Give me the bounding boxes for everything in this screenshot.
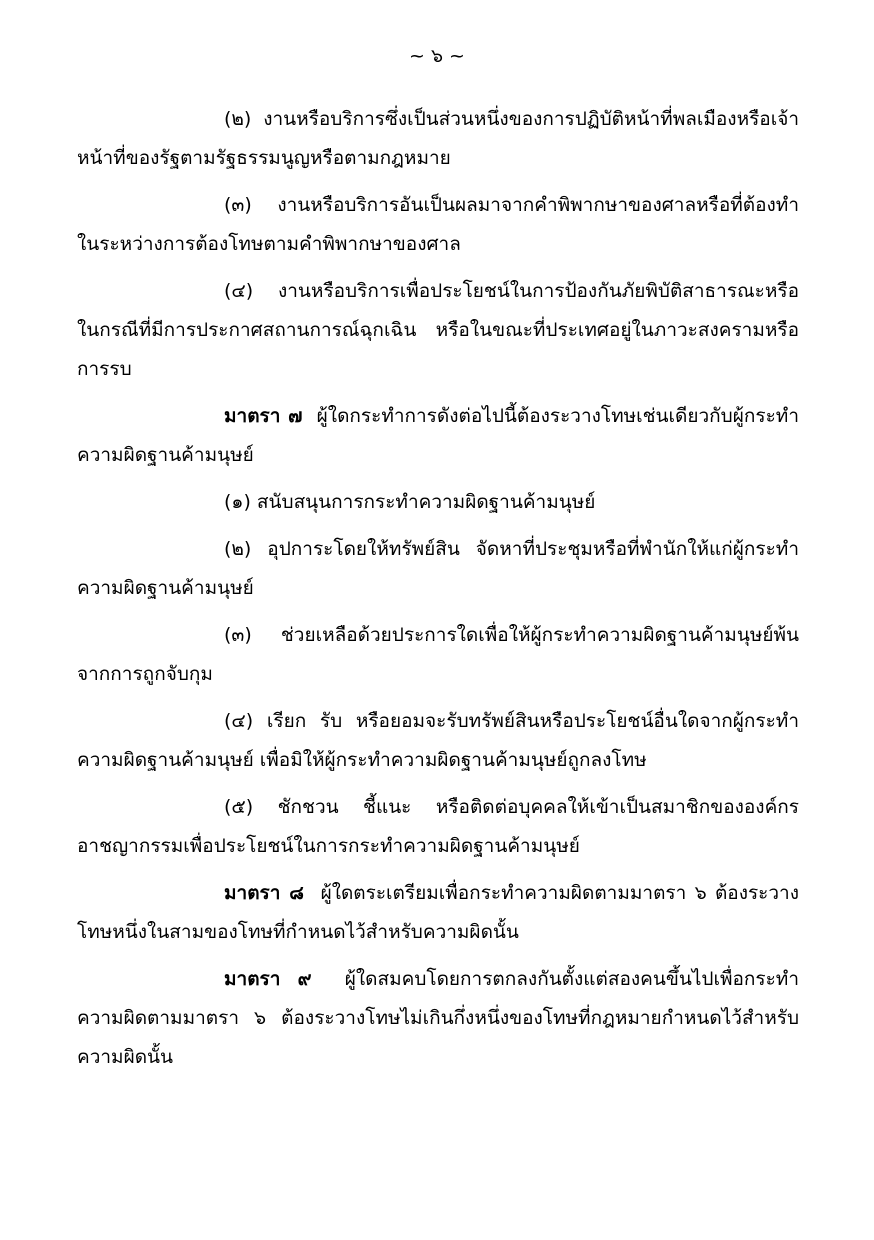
document-body: [77, 100, 799, 1085]
paragraph-text: (๕) ชักชวน ชี้แนะ หรือติดต่อบุคคลให้เข้าเป็นสมาชิกขององค์กรอาชญากรรมเพื่อประโยชน์ในการกระทำความผิดฐานค้ามนุษย์: [77, 796, 799, 857]
clause-paragraph: [77, 186, 799, 264]
paragraph-text: (๔) เรียก รับ หรือยอมจะรับทรัพย์สินหรือประโยชน์อื่นใดจากผู้กระทำความผิดฐานค้ามนุษย์ เพื่อมิให้ผู้กระทำความผิดฐานค้ามนุษย์ถูกลงโทษ: [77, 710, 799, 771]
paragraph-text: (๓) งานหรือบริการอันเป็นผลมาจากคำพิพากษาของศาลหรือที่ต้องทำในระหว่างการต้องโทษตามคำพิพากษาของศาล: [77, 194, 799, 255]
paragraph-text: (๔) งานหรือบริการเพื่อประโยชน์ในการป้องกันภัยพิบัติสาธารณะหรือในกรณีที่มีการประกาศสถานการณ์ฉุกเฉิน หรือในขณะที่ประเทศอยู่ในภาวะสงครามหรือการรบ: [77, 280, 799, 380]
section-label: มาตรา ๗: [224, 405, 303, 427]
section-paragraph: [77, 960, 799, 1077]
paragraph-text: (๒) อุปการะโดยให้ทรัพย์สิน จัดหาที่ประชุมหรือที่พำนักให้แก่ผู้กระทำความผิดฐานค้ามนุษย์: [77, 538, 799, 599]
paragraph-text: (๓) ช่วยเหลือด้วยประการใดเพื่อให้ผู้กระทำความผิดฐานค้ามนุษย์พ้นจากการถูกจับกุม: [77, 624, 799, 685]
clause-paragraph: [77, 530, 799, 608]
paragraph-text: (๒) งานหรือบริการซึ่งเป็นส่วนหนึ่งของการปฏิบัติหน้าที่พลเมืองหรือเจ้าหน้าที่ของรัฐตามรัฐธรรมนูญหรือตามกฎหมาย: [77, 108, 799, 169]
paragraph-text: (๑) สนับสนุนการกระทำความผิดฐานค้ามนุษย์: [224, 491, 596, 513]
clause-paragraph: [77, 788, 799, 866]
section-paragraph: [77, 874, 799, 952]
section-label: มาตรา ๘: [224, 882, 304, 904]
clause-paragraph: [77, 272, 799, 389]
clause-paragraph: [77, 100, 799, 178]
clause-paragraph: [77, 483, 799, 522]
clause-paragraph: [77, 702, 799, 780]
paragraph-text: ผู้ใดตระเตรียมเพื่อกระทำความผิดตามมาตรา ๖ ต้องระวางโทษหนึ่งในสามของโทษที่กำหนดไว้สำหรับความผิดนั้น: [77, 882, 799, 943]
clause-paragraph: [77, 616, 799, 694]
page-number: ~ ๖ ~: [409, 45, 465, 67]
paragraph-text: ผู้ใดกระทำการดังต่อไปนี้ต้องระวางโทษเช่นเดียวกับผู้กระทำความผิดฐานค้ามนุษย์: [77, 405, 799, 466]
section-label: มาตรา ๙: [224, 968, 312, 990]
paragraph-text: ผู้ใดสมคบโดยการตกลงกันตั้งแต่สองคนขึ้นไปเพื่อกระทำความผิดตามมาตรา ๖ ต้องระวางโทษไม่เกินกึ่งหนึ่งของโทษที่กฎหมายกำหนดไว้สำหรับความผิดนั้น: [77, 968, 799, 1068]
section-paragraph: [77, 397, 799, 475]
